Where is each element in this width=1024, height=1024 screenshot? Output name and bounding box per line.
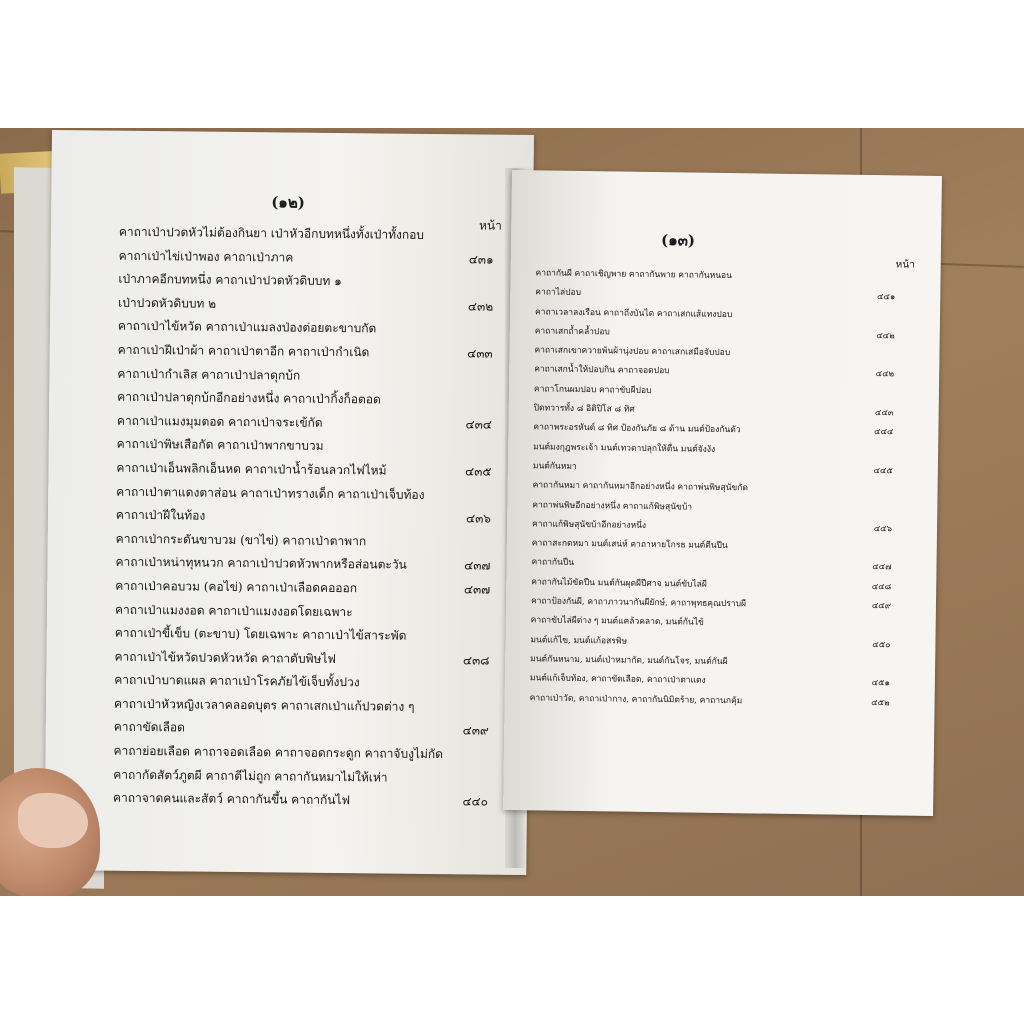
right-page: [503, 170, 942, 816]
entry-title: คาถากันไม้ขัดปืน มนต์กันผุดผีปีศาจ มนต์ขับไล่ผี: [531, 577, 707, 590]
entry-title: คาถาสะกดหมา มนต์เสน่ห์ คาถาหายโกรธ มนต์ตีนปีน: [531, 538, 728, 552]
entry-title: คาถาเสกน้ำให้ปอบกิน คาถาจอดปอบ: [534, 364, 670, 377]
entry-page-number: ๔๔๔: [873, 427, 894, 438]
entry-title: คาถาเวลาลงเรือน คาถาถึงบันได คาถาเสกแส้แทงปอบ: [534, 306, 733, 320]
right-page-header: หน้า: [895, 259, 915, 271]
entry-title: คาถาเป่าปลาดุกบ้กอีกอย่างหนึ่ง คาถาเป่ากิ้งก็อตอด: [117, 389, 381, 407]
entry-page-number: ๔๕๒: [871, 697, 890, 708]
entry-title: คาถาขับไล่ผีต่าง ๆ มนต์แคล้วคลาด, มนต์กันไข้: [530, 615, 704, 629]
entry-title: เป่าภาคอีกบทหนึ่ง คาถาเป่าปวดหัวดิบบท ๑: [118, 271, 342, 289]
entry-page-number: ๔๔๙: [871, 601, 892, 612]
entry-title: คาถาป้องกันผี, คาถาภาวนากันผียักษ์, คาถาพุทธคุณปราบผี: [530, 596, 747, 610]
left-page-header: หน้า: [478, 218, 502, 233]
entry-title: คาถาขัดเลือด: [113, 720, 186, 735]
entry-title: คาถาเป่าหัวหญิงเวลาคลอดบุตร คาถาเสกเป่าแก้ปวดต่าง ๆ: [113, 696, 415, 714]
entry-title: คาถาเป่าหน่าทุหนวก คาถาเป่าปวดหัวพากหรือส่อนตะวัน: [115, 555, 407, 573]
entry-title: เป่าปวดหัวดิบบท ๒: [118, 295, 217, 311]
entry-page-number: ๔๓๒: [467, 299, 494, 314]
entry-page-number: ๔๔๖: [873, 523, 893, 535]
left-page: [44, 130, 534, 875]
entry-title: คาถาเป่าบาดแผล คาถาเป่าโรคภัยไข้เจ็บทั้งปวง: [114, 672, 360, 690]
entry-title: คาถาเป่าพิษเสือกัด คาถาเป่าพากขาบวม: [116, 437, 324, 454]
entry-title: มนต์กันหนาม, มนต์เป่าหมากัด, มนต์กันโจร, มนต์กันผี: [530, 654, 728, 667]
entry-page-number: ๔๓๑: [468, 251, 494, 267]
entry-title: คาถาเป่าไข้หวัด คาถาเป่าแมลงป่องต่อยตะขาบกัด: [117, 319, 377, 336]
entry-title: มนต์แก้ไข, มนต์แก้อสรพิษ: [530, 634, 628, 647]
entry-title: คาถาเป่าแมงมุมตอด คาถาเป่าจระเข้กัด: [116, 413, 323, 430]
entry-title: มนต์แก้เจ็บท้อง, คาถาขัดเลือด, คาถาเป่าตาแดง: [529, 673, 706, 686]
entry-title: คาถาเสกเขาควายพ้นผ้านุ่งปอบ คาถาเสกเสมือจับปอบ: [534, 345, 731, 359]
entry-title: มนต์มงกุฎพระเจ้า มนต์เทวดาปลุกให้ตื่น มนต์จังงัง: [533, 441, 716, 455]
entry-title: คาถาเป่าไข้หวัดปวดหัวหวัด คาถาดับพิษไฟ: [114, 649, 337, 666]
entry-page-number: ๔๔๐: [462, 794, 489, 809]
entry-page-number: ๔๓๙: [462, 723, 489, 739]
entry-title: มนต์กันหมา: [532, 461, 577, 472]
entry-title: คาถาเป่าฝีเป่าผ้า คาถาเป่าตาอีก คาถาเป่ากำเนิด: [117, 342, 370, 360]
entry-page-number: ๔๔๘: [871, 581, 892, 593]
entry-page-number: ๔๔๑: [876, 292, 896, 303]
entry-page-number: ๔๓๗: [464, 558, 491, 573]
entry-page-number: ๔๔๒: [875, 369, 895, 380]
entry-page-number: ๔๓๔: [465, 417, 493, 432]
entry-page-number: ๔๕๐: [872, 639, 891, 650]
entry-title: คาถาเป่ากำเลิส คาถาเป่าปลาดุกบ้ก: [117, 366, 301, 383]
entry-title: คาถาเป่าไข่เป่าพอง คาถาเป่าภาค: [118, 248, 294, 265]
entry-title: คาถากัดสัตว์ภูตผี คาถาตีไม่ถูก คาถากันหมาไม่ให้เห่า: [113, 767, 388, 785]
entry-page-number: ๔๔๓: [874, 408, 894, 419]
entry-title: คาถาเป่าแมงงอด คาถาเป่าแมงงอดโดยเฉพาะ: [114, 602, 353, 619]
entry-title: คาถาเป่าคอบวม (คอไข่) คาถาเป่าเลือดคอออก: [115, 578, 358, 596]
right-page-number: (๑๓): [660, 231, 696, 250]
entry-page-number: ๔๓๕: [465, 464, 492, 479]
left-contents-list: [113, 221, 494, 815]
entry-page-number: ๔๔๕: [873, 466, 893, 477]
entry-title: คาถาเป่าฝีในท้อง: [115, 507, 206, 523]
entry-title: คาถาย่อยเลือด คาถาจอดเลือด คาถาจอดกระดูก คาถาจับงูไม่กัด: [113, 743, 444, 762]
entry-page-number: ๔๔๒: [876, 330, 895, 342]
entry-title: คาถาพระอรหันต์ ๘ ทิศ ป้องกันภัย ๘ ด้าน มนต์ป้องกันตัว: [533, 422, 741, 436]
entry-title: คาถาโกนผมปอบ คาถาขับผีปอบ: [533, 384, 652, 396]
entry-page-number: ๔๓๗: [463, 582, 491, 597]
entry-page-number: ๔๕๑: [871, 678, 890, 689]
entry-title: คาถาเสกถ้ำคล้ำปอบ: [534, 326, 610, 338]
entry-title: คาถาเป่าปวดหัวไม่ต้องกินยา เป่าหัวอีกบทหนึ่งทั้งเป่าทั้งกอบ: [118, 224, 425, 242]
entry-page-number: ๔๓๓: [467, 346, 493, 361]
entry-title: คาถาพ่นพิษอีกอย่างหนึ่ง คาถาแก้พิษสุนัขบ้า: [532, 499, 693, 513]
entry-title: คาถาแก้พิษสุนัขบ้าอีกอย่างหนึ่ง: [531, 519, 647, 531]
entry-title: คาถากันผี คาถาเชิญพาย คาถากันพาย คาถากันหนอน: [535, 268, 733, 282]
entry-title: คาถากันหมา คาถากันหมาอีกอย่างหนึ่ง คาถาพ่นพิษสุนัขกัด: [532, 480, 748, 494]
entry-title: คาถากันปืน: [531, 557, 575, 569]
entry-title: คาถาเป่าตาแดงตาส่อน คาถาเป่าทรางเด็ก คาถาเป่าเจ็บท้อง: [116, 484, 425, 502]
entry-title: คาถาเป่าวัด, คาถาเป่ากาง, คาถากันนิมิตร้าย, คาถานกคุ้ม: [529, 692, 743, 706]
entry-title: คาถาไล่ปอบ: [535, 287, 582, 299]
entry-title: คาถาเป่าขี้เข็บ (ตะขาบ) โดยเฉพาะ คาถาเป่าไข้สาระพัด: [114, 625, 407, 643]
entry-page-number: ๔๓๖: [465, 511, 492, 526]
entry-title: คาถาเป่าเอ็นพลิกเอ็นหด คาถาเป่าน้ำร้อนลวกไฟไหม้: [116, 460, 387, 478]
contents-entry: [529, 689, 889, 713]
entry-title: ปิดทวารทั้ง ๘ อิติปิโส ๘ ทิศ: [533, 403, 635, 415]
entry-page-number: ๔๔๗: [872, 562, 892, 573]
entry-page-number: ๔๓๘: [462, 653, 490, 668]
right-contents-list: [529, 264, 895, 713]
photo-background: [0, 128, 1024, 896]
contents-entry: [113, 787, 488, 815]
entry-title: คาถาเป่ากระดันขาบวม (ขาไข่) คาถาเป่าตาพาก: [115, 531, 367, 549]
entry-title: คาถาจาดคนและสัตว์ คาถากันขึ้น คาถากันไฟ: [112, 790, 351, 808]
left-page-number: (๑๒): [271, 193, 305, 212]
